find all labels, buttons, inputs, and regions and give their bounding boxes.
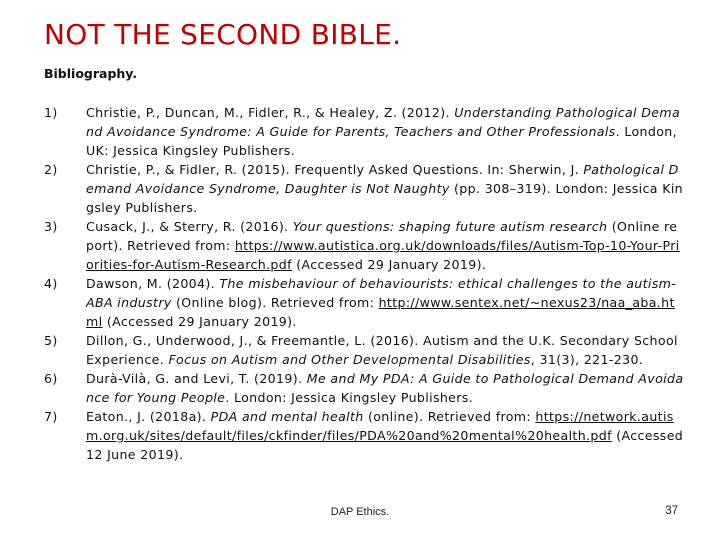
reference-rest: (Online blog). Retrieved from: — [171, 295, 379, 310]
reference-authors: Eaton., J. (2018a). — [86, 409, 211, 424]
reference-text — [86, 331, 684, 369]
reference-text — [86, 217, 684, 274]
reference-title: Focus on Autism and Other Developmental Disabilities — [168, 352, 531, 367]
reference-number: 5) — [44, 333, 58, 348]
reference-title: Your questions: shaping future autism research — [292, 219, 608, 234]
reference-number: 3) — [44, 219, 58, 234]
reference-rest: . London, UK: Jessica Kingsley Publishers. — [86, 124, 677, 158]
reference-rest: (Online report). Retrieved from: — [86, 219, 678, 253]
reference-item — [44, 217, 684, 274]
reference-item — [44, 103, 684, 160]
reference-authors: Durà-Vilà, G. and Levi, T. (2019). — [86, 371, 307, 386]
reference-item — [44, 331, 684, 369]
reference-text — [86, 407, 684, 464]
reference-text — [86, 274, 684, 331]
reference-link[interactable]: https://network.autism.org.uk/sites/default/files/ckfinder/files/PDA%20and%20mental%20health.pdf — [86, 409, 674, 443]
reference-rest: (pp. 308–319). London: Jessica Kingsley Publishers. — [86, 181, 684, 215]
reference-text — [86, 369, 684, 407]
reference-number: 2) — [44, 162, 58, 177]
reference-number: 6) — [44, 371, 58, 386]
reference-number: 4) — [44, 276, 58, 291]
reference-number: 1) — [44, 105, 58, 120]
reference-list — [44, 103, 684, 464]
slide-title: NOT THE SECOND BIBLE. — [44, 18, 402, 51]
reference-rest: . London: Jessica Kingsley Publishers. — [225, 390, 474, 405]
reference-authors: Dillon, G., Underwood, J., & Freemantle, L. (2016). Autism and the U.K. Secondary School Experience. — [86, 333, 678, 367]
reference-accessed: (Accessed 12 June 2019). — [86, 428, 684, 462]
reference-number: 7) — [44, 409, 58, 424]
reference-accessed: (Accessed 29 January 2019). — [102, 314, 297, 329]
reference-rest: (online). Retrieved from: — [363, 409, 536, 424]
reference-title: Me and My PDA: A Guide to Pathological Demand Avoidance for Young People — [86, 371, 684, 405]
reference-title: The misbehaviour of behaviourists: ethical challenges to the autism-ABA industry — [86, 276, 677, 310]
reference-title: Pathological Demand Avoidance Syndrome, Daughter is Not Naughty — [86, 162, 679, 196]
reference-item — [44, 407, 684, 464]
reference-item — [44, 160, 684, 217]
reference-item — [44, 274, 684, 331]
page-number: 37 — [665, 505, 678, 517]
reference-accessed: (Accessed 29 January 2019). — [291, 257, 487, 272]
reference-authors: Christie, P., & Fidler, R. (2015). Frequently Asked Questions. In: Sherwin, J. — [86, 162, 584, 177]
reference-link[interactable]: http://www.sentex.net/~nexus23/naa_aba.html — [86, 295, 675, 329]
reference-authors: Christie, P., Duncan, M., Fidler, R., & Healey, Z. (2012). — [86, 105, 455, 120]
reference-authors: Cusack, J., & Sterry, R. (2016). — [86, 219, 293, 234]
reference-item — [44, 369, 684, 407]
reference-title: PDA and mental health — [210, 409, 364, 424]
slide-footer: DAP Ethics. — [330, 506, 390, 518]
reference-text — [86, 103, 684, 160]
reference-rest: , 31(3), 221-230. — [530, 352, 644, 367]
reference-link[interactable]: https://www.autistica.org.uk/downloads/files/Autism-Top-10-Your-Priorities-for-Autism-Research.pdf — [86, 238, 680, 272]
reference-title: Understanding Pathological Demand Avoidance Syndrome: A Guide for Parents, Teachers and Other Professionals — [86, 105, 681, 139]
reference-text — [86, 160, 684, 217]
slide-subtitle: Bibliography. — [44, 66, 138, 81]
reference-authors: Dawson, M. (2004). — [86, 276, 220, 291]
